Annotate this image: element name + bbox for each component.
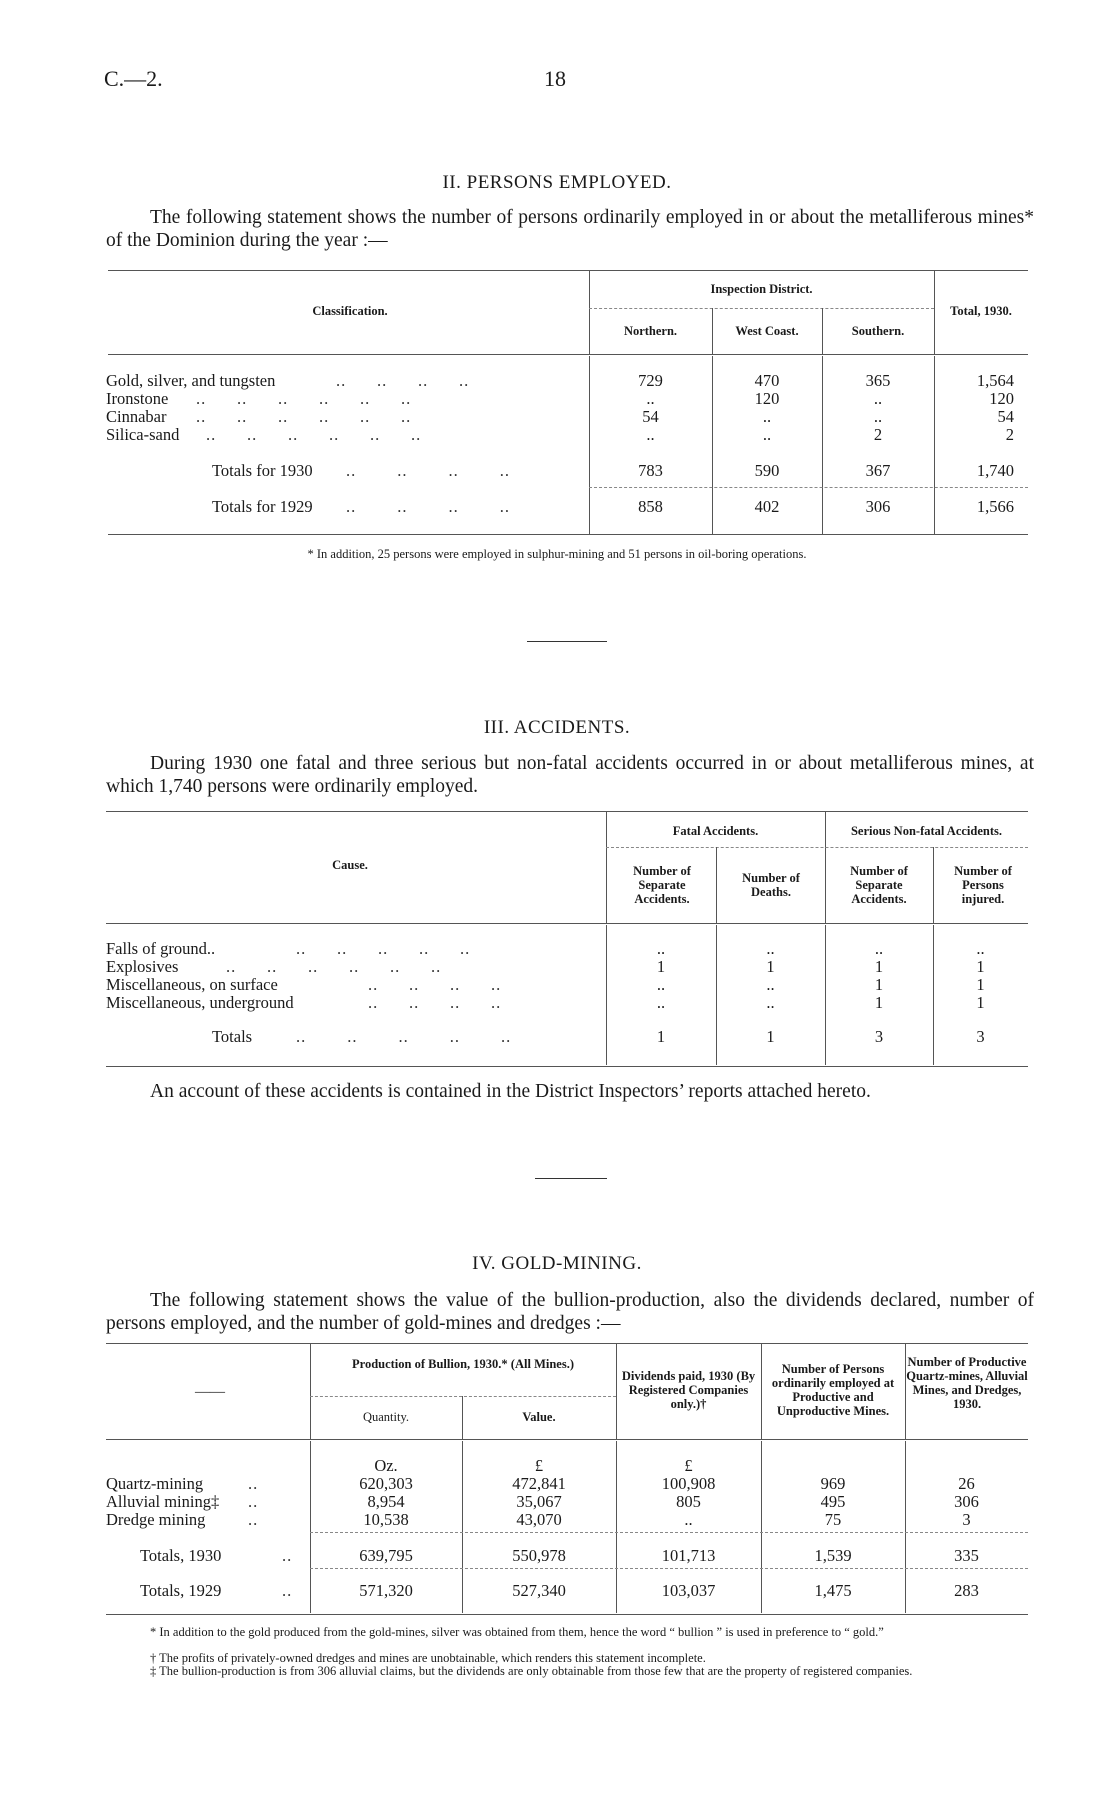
cell-number: 3	[962, 1510, 971, 1529]
row-label: Gold, silver, and tungsten	[106, 371, 276, 390]
cell-serious-separate: 1	[874, 957, 884, 976]
cell-dividends: ..	[684, 1510, 693, 1529]
cell-number: 26	[958, 1474, 975, 1493]
section-divider	[535, 1178, 607, 1179]
row-label: Cinnabar	[106, 407, 167, 426]
col-value: Value.	[522, 1410, 556, 1424]
cell-serious-separate: 3	[874, 1027, 884, 1046]
document-code: C.—2.	[104, 66, 163, 91]
footnote-alluvial: ‡ The bullion-production is from 306 alluvial claims, but the dividends are only obtainable from those few that are the property of registered companies.	[150, 1664, 913, 1678]
section-intro-accidents: During 1930 one fatal and three serious but non-fatal accidents occurred in or about metalliferous mines, at which 1,740 persons were ordinarily employed.	[106, 753, 1034, 797]
cell-southern: 365	[865, 371, 891, 390]
cell-dividends: 805	[676, 1492, 701, 1511]
cell-value: 35,067	[516, 1492, 562, 1511]
cell-west-coast: ..	[762, 407, 772, 426]
cell-fatal-separate: 1	[656, 957, 666, 976]
col-fatal-separate: Number of Separate Accidents.	[633, 864, 691, 906]
cell-quantity: 10,538	[363, 1510, 409, 1529]
cell-total: 54	[997, 407, 1014, 426]
col-southern: Southern.	[851, 324, 905, 338]
cell-southern: ..	[873, 389, 883, 408]
cell-serious-injured: 1	[976, 993, 985, 1012]
row-label: Alluvial mining‡	[106, 1492, 220, 1511]
unit-dividends: £	[684, 1456, 693, 1475]
cell-persons: 495	[820, 1492, 846, 1511]
cell-serious-injured: 3	[976, 1027, 985, 1046]
section-divider	[527, 641, 607, 642]
cell-total: 1,564	[976, 371, 1014, 390]
footnote-profits: † The profits of privately-owned dredges and mines are unobtainable, which renders this statement incomplete.	[150, 1651, 706, 1665]
row-label: Totals	[212, 1027, 253, 1046]
col-serious-accidents: Serious Non-fatal Accidents.	[850, 824, 1003, 838]
row-label: Miscellaneous, on surface	[106, 975, 278, 994]
col-inspection-district: Inspection District.	[710, 282, 813, 296]
col-quantity: Quantity.	[362, 1410, 410, 1424]
row-label: Totals for 1929	[212, 497, 313, 516]
cell-value: 472,841	[512, 1474, 566, 1493]
footnote-persons-employed: * In addition, 25 persons were employed in sulphur-mining and 51 persons in oil-boring operations.	[307, 547, 807, 561]
cell-northern: 783	[638, 461, 663, 480]
row-label: Miscellaneous, underground	[106, 993, 294, 1012]
cell-fatal-separate: 1	[656, 1027, 666, 1046]
cell-serious-injured: 1	[976, 975, 985, 994]
cell-value: 550,978	[512, 1546, 566, 1565]
cell-southern: ..	[873, 407, 883, 426]
cell-serious-separate: ..	[874, 939, 884, 958]
col-cause: Cause.	[332, 858, 368, 872]
cell-northern: 858	[638, 497, 663, 516]
cell-fatal-deaths: ..	[766, 993, 775, 1012]
cell-quantity: 8,954	[367, 1492, 405, 1511]
cell-fatal-separate: ..	[656, 939, 666, 958]
unit-value: £	[534, 1456, 544, 1475]
row-label: Totals, 1929	[140, 1581, 222, 1600]
cell-persons: 75	[824, 1510, 842, 1529]
cell-quantity: 571,320	[359, 1581, 413, 1600]
col-fatal-deaths: Number of Deaths.	[742, 871, 800, 899]
cell-value: 527,340	[512, 1581, 566, 1600]
unit-quantity: Oz.	[374, 1456, 398, 1475]
cell-serious-injured: ..	[976, 939, 985, 958]
cell-serious-separate: 1	[874, 975, 884, 994]
col-serious-injured: Number of Persons injured.	[954, 864, 1012, 906]
cell-quantity: 639,795	[359, 1546, 413, 1565]
cell-serious-separate: 1	[874, 993, 884, 1012]
cell-southern: 2	[873, 425, 883, 444]
footnote-bullion: * In addition to the gold produced from the gold-mines, silver was obtained from them, hence the word “ bullion ” is used in preference to “ gold.”	[150, 1625, 884, 1639]
cell-dividends: 101,713	[661, 1546, 716, 1565]
col-fatal-accidents: Fatal Accidents.	[672, 824, 759, 838]
cell-total: 120	[989, 389, 1014, 408]
col-dividends: Dividends paid, 1930 (By Registered Companies only.)†	[621, 1369, 756, 1411]
col-persons: Number of Persons ordinarily employed at Productive and Unproductive Mines.	[771, 1362, 895, 1418]
cell-total: 2	[1005, 425, 1014, 444]
cell-fatal-deaths: 1	[766, 1027, 775, 1046]
row-label: Quartz-mining	[106, 1474, 204, 1493]
cell-fatal-separate: ..	[656, 993, 666, 1012]
cell-west-coast: 470	[754, 371, 780, 390]
cell-quantity: 620,303	[359, 1474, 413, 1493]
cell-total: 1,566	[976, 497, 1014, 516]
col-west-coast: West Coast.	[735, 324, 799, 338]
section-intro-persons-employed: The following statement shows the number of persons ordinarily employed in or about the metalliferous mines* of the Dominion during the year :—	[106, 207, 1034, 251]
cell-persons: 969	[820, 1474, 846, 1493]
col-classification: Classification.	[312, 304, 388, 318]
cell-northern: 54	[642, 407, 659, 426]
row-label: Totals, 1930	[140, 1546, 222, 1565]
cell-value: 43,070	[516, 1510, 562, 1529]
cell-persons: 1,539	[814, 1546, 852, 1565]
row-label: Ironstone	[106, 389, 169, 408]
cell-fatal-deaths: ..	[766, 939, 775, 958]
cell-southern: 306	[865, 497, 891, 516]
section-title-accidents: III. ACCIDENTS.	[483, 717, 631, 738]
page-number: 18	[544, 66, 566, 91]
cell-fatal-deaths: ..	[766, 975, 775, 994]
cell-number: 283	[954, 1581, 979, 1600]
col-production: Production of Bullion, 1930.* (All Mines.)	[351, 1357, 574, 1371]
col-blank: ——	[195, 1384, 225, 1400]
col-northern: Northern.	[623, 324, 678, 338]
cell-dividends: 100,908	[661, 1474, 716, 1493]
cell-number: 335	[954, 1546, 979, 1565]
cell-northern: 729	[638, 371, 663, 390]
section-intro-gold-mining: The following statement shows the value of the bullion-production, also the dividends declared, number of persons employed, and the number of gold-mines and dredges :—	[106, 1290, 1034, 1334]
row-label: Silica-sand	[106, 425, 180, 444]
cell-northern: ..	[646, 389, 655, 408]
cell-west-coast: 120	[754, 389, 780, 408]
row-label: Totals for 1930	[212, 461, 313, 480]
col-number: Number of Productive Quartz-mines, Alluvial Mines, and Dredges, 1930.	[906, 1355, 1028, 1411]
cell-fatal-separate: ..	[656, 975, 666, 994]
row-label: Falls of ground..	[106, 939, 216, 958]
row-label: Explosives	[106, 957, 179, 976]
cell-serious-injured: 1	[976, 957, 985, 976]
cell-number: 306	[954, 1492, 979, 1511]
col-serious-separate: Number of Separate Accidents.	[850, 864, 908, 906]
cell-west-coast: 590	[754, 461, 780, 480]
cell-west-coast: ..	[762, 425, 772, 444]
row-label: Dredge mining	[106, 1510, 206, 1529]
cell-west-coast: 402	[754, 497, 780, 516]
cell-southern: 367	[865, 461, 891, 480]
cell-total: 1,740	[976, 461, 1014, 480]
cell-dividends: 103,037	[661, 1581, 716, 1600]
accidents-note: An account of these accidents is contained in the District Inspectors’ reports attached hereto.	[150, 1081, 871, 1102]
section-title-persons-employed: II. PERSONS EMPLOYED.	[442, 172, 672, 193]
col-total-1930: Total, 1930.	[950, 304, 1012, 318]
cell-fatal-deaths: 1	[766, 957, 775, 976]
cell-northern: ..	[646, 425, 655, 444]
cell-persons: 1,475	[814, 1581, 852, 1600]
section-title-gold-mining: IV. GOLD-MINING.	[472, 1253, 642, 1274]
